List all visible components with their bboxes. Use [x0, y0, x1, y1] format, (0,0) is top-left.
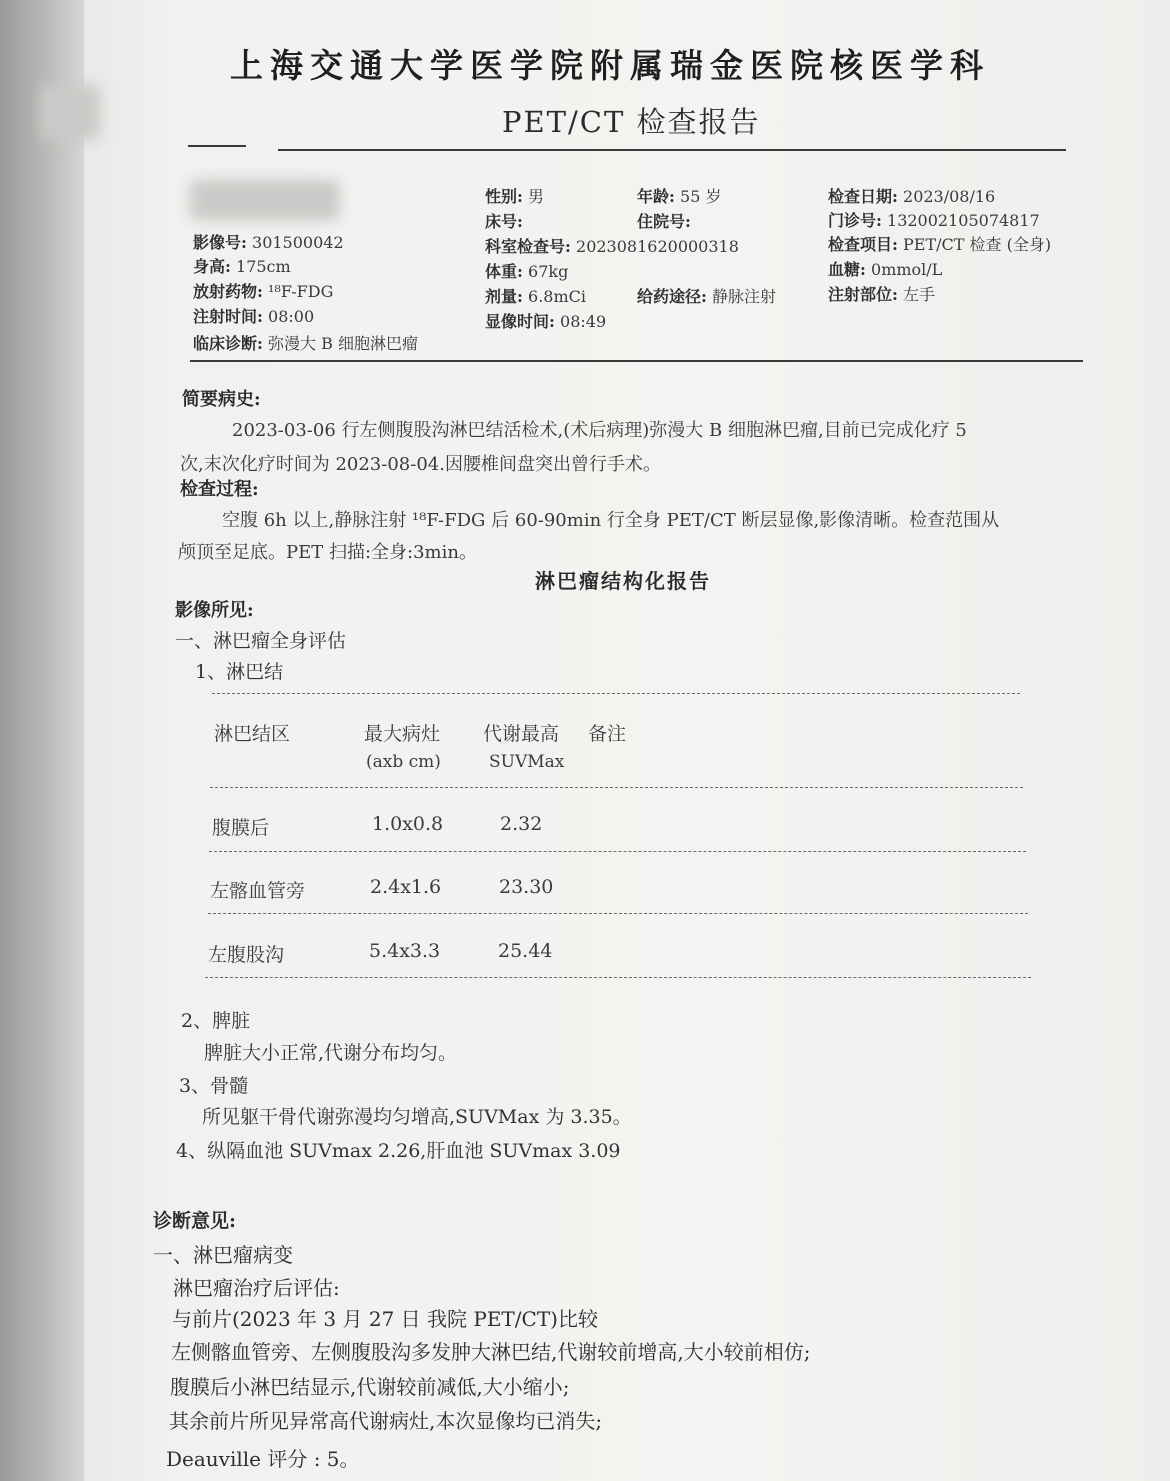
redacted-name: [190, 180, 340, 220]
route-row: 给药途径: 静脉注射: [637, 287, 777, 306]
table-row-2-size: 2.4x1.6: [370, 876, 442, 898]
table-rule-row-1: [209, 851, 1026, 852]
weight-value: 67kg: [528, 262, 569, 281]
scan-time-value: 08:49: [560, 312, 607, 331]
clinical-dx-value: 弥漫大 B 细胞淋巴瘤: [268, 334, 418, 353]
diagnosis-line-2: 与前片(2023 年 3 月 27 日 我院 PET/CT)比较: [172, 1307, 598, 1331]
diagnosis-line-5: 其余前片所见异常高代谢病灶,本次显像均已消失;: [169, 1409, 603, 1433]
spleen-text: 脾脏大小正常,代谢分布均匀。: [204, 1042, 458, 1064]
table-row-3-region: 左腹股沟: [208, 944, 285, 966]
header-rule: [278, 149, 1066, 151]
diagnosis-line-4: 腹膜后小淋巴结显示,代谢较前减低,大小缩小;: [170, 1375, 570, 1399]
structured-report-title: 淋巴瘤结构化报告: [535, 569, 711, 593]
dose-row: 剂量: 6.8mCi: [485, 287, 586, 306]
table-header-max-lesion: 最大病灶: [364, 723, 441, 745]
history-line-1: 2023-03-06 行左侧腹股沟淋巴结活检术,(术后病理)弥漫大 B 细胞淋巴瘤,目前已完成化疗 5: [232, 420, 967, 441]
lymph-node-heading: 1、淋巴结: [195, 661, 284, 683]
dept-no-row: 科室检查号: 2023081620000318: [485, 237, 739, 256]
table-subheader-suvmax: SUVMax: [489, 752, 565, 772]
glucose-value: 0mmol/L: [871, 260, 943, 279]
diagnosis-section-1: 一、淋巴瘤病变: [153, 1243, 293, 1267]
desk-background: [0, 0, 84, 1481]
site-row: 注射部位: 左手: [828, 285, 936, 304]
header-rule-short: [188, 145, 246, 147]
inject-time-row: 注射时间: 08:00: [193, 307, 315, 326]
table-header-max-metabolism: 代谢最高: [483, 723, 560, 745]
dose-value: 6.8mCi: [528, 287, 586, 306]
procedure-title: 检查过程:: [180, 479, 259, 500]
route-value: 静脉注射: [712, 287, 777, 306]
exam-item-value: PET/CT 检查 (全身): [903, 235, 1052, 254]
drug-value: ¹⁸F-FDG: [268, 282, 334, 301]
glucose-row: 血糖: 0mmol/L: [828, 260, 943, 279]
table-row-2-region: 左髂血管旁: [210, 880, 306, 902]
table-row-1-suvmax: 2.32: [500, 813, 543, 835]
bed-row: 床号:: [485, 212, 523, 231]
dept-no-value: 2023081620000318: [576, 237, 739, 256]
weight-row: 体重: 67kg: [485, 262, 569, 281]
redacted-block: [40, 85, 100, 140]
table-header-notes: 备注: [588, 723, 627, 745]
findings-section-1: 一、淋巴瘤全身评估: [175, 630, 347, 652]
table-rule-header: [210, 787, 1023, 788]
scan-time-row: 显像时间: 08:49: [485, 312, 607, 331]
table-rule-top: [212, 693, 1020, 694]
height-row: 身高: 175cm: [193, 257, 291, 276]
exam-date-value: 2023/08/16: [903, 187, 996, 206]
diagnosis-line-1: 淋巴瘤治疗后评估:: [173, 1276, 340, 1300]
age-row: 年龄: 55 岁: [637, 187, 722, 206]
inpatient-row: 住院号:: [637, 212, 691, 231]
sex-value: 男: [528, 187, 545, 206]
image-no-row: 影像号: 301500042: [193, 233, 344, 252]
table-subheader-size: (axb cm): [366, 752, 441, 772]
diagnosis-line-3: 左侧髂血管旁、左侧腹股沟多发肿大淋巴结,代谢较前增高,大小较前相仿;: [171, 1340, 811, 1364]
table-row-3-size: 5.4x3.3: [369, 940, 441, 962]
diagnosis-title: 诊断意见:: [153, 1210, 237, 1232]
bone-marrow-text: 所见躯干骨代谢弥漫均匀增高,SUVMax 为 3.35。: [202, 1106, 632, 1128]
bone-marrow-heading: 3、骨髓: [179, 1075, 249, 1097]
procedure-line-1: 空腹 6h 以上,静脉注射 ¹⁸F-FDG 后 60-90min 行全身 PET/CT 断层显像,影像清晰。检查范围从: [222, 510, 1000, 531]
table-rule-bottom: [205, 977, 1031, 978]
image-no-value: 301500042: [252, 233, 344, 252]
table-header-region: 淋巴结区: [214, 723, 291, 745]
age-value: 55 岁: [680, 187, 722, 206]
clinical-dx-row: 临床诊断: 弥漫大 B 细胞淋巴瘤: [193, 334, 418, 353]
spleen-heading: 2、脾脏: [181, 1010, 251, 1032]
table-row-3-suvmax: 25.44: [498, 940, 553, 962]
diagnosis-line-6: Deauville 评分 : 5。: [166, 1447, 360, 1471]
info-divider: [190, 360, 1083, 362]
sex-row: 性别: 男: [485, 187, 545, 206]
inject-time-value: 08:00: [268, 307, 315, 326]
outpatient-row: 门诊号: 132002105074817: [828, 211, 1040, 230]
table-rule-row-2: [208, 913, 1028, 914]
drug-row: 放射药物: ¹⁸F-FDG: [193, 282, 334, 301]
findings-title: 影像所见:: [175, 600, 254, 621]
table-row-1-size: 1.0x0.8: [372, 813, 444, 835]
report-title: PET/CT 检查报告: [502, 105, 761, 139]
site-value: 左手: [903, 285, 936, 304]
outpatient-value: 132002105074817: [887, 211, 1040, 230]
table-row-2-suvmax: 23.30: [499, 876, 554, 898]
table-row-1-region: 腹膜后: [212, 817, 270, 839]
exam-item-row: 检查项目: PET/CT 检查 (全身): [828, 235, 1052, 254]
height-value: 175cm: [236, 257, 291, 276]
exam-date-row: 检查日期: 2023/08/16: [828, 187, 996, 206]
history-line-2: 次,末次化疗时间为 2023-08-04.因腰椎间盘突出曾行手术。: [180, 454, 661, 475]
history-title: 简要病史:: [182, 389, 261, 410]
blood-pool-text: 4、纵隔血池 SUVmax 2.26,肝血池 SUVmax 3.09: [176, 1140, 621, 1162]
hospital-name: 上海交通大学医学院附属瑞金医院核医学科: [230, 46, 990, 85]
procedure-line-2: 颅顶至足底。PET 扫描:全身:3min。: [178, 542, 477, 563]
